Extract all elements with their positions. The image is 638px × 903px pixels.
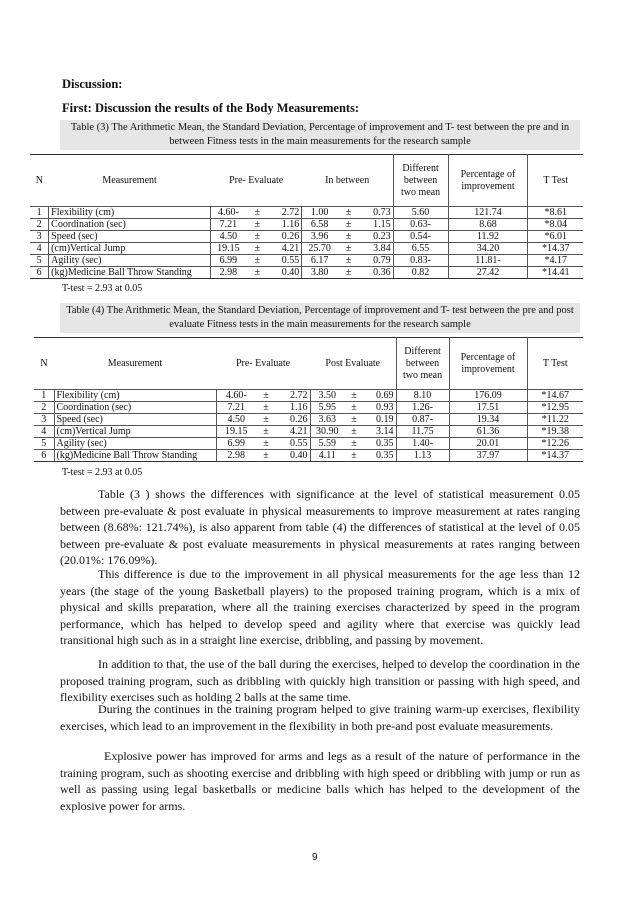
cell-diff: 0.82: [393, 267, 448, 279]
table4-note: T-test = 2.93 at 0.05: [62, 467, 143, 478]
cell-n: 6: [30, 267, 49, 279]
cell-n: 1: [34, 390, 54, 402]
cell-pre-m: 19.15: [211, 243, 246, 255]
cell-pct: 19.34: [449, 414, 527, 426]
cell-pm: ±: [256, 390, 276, 402]
table-row: [30, 207, 583, 219]
cell-pre-sd: 0.55: [276, 438, 310, 450]
discussion-heading: Discussion:: [62, 77, 123, 91]
cell-pre-m: 4.50: [211, 231, 246, 243]
table-row: [30, 243, 583, 255]
cell-s-m: 3.80: [302, 267, 337, 279]
cell-pm2: ±: [344, 450, 364, 462]
cell-t: *11.22: [527, 414, 583, 426]
cell-s-m: 3.50: [310, 390, 344, 402]
cell-s-sd: 0.23: [360, 231, 393, 243]
t3-header-diff: Different between two mean: [393, 155, 448, 207]
table3-note: T-test = 2.93 at 0.05: [62, 283, 143, 294]
cell-pct: 11.81-: [448, 255, 528, 267]
cell-s-sd: 1.15: [360, 219, 393, 231]
table-row: [34, 390, 583, 402]
table4: [34, 337, 583, 462]
paragraph: In addition to that, the use of the ball during the exercises, helped to develop the coordination in the proposed training program, such as dribbling with quickly high transition or passing with high speed, and flexibility exercises such as holding 2 balls at the same time.: [60, 657, 580, 704]
cell-pre-sd: 1.16: [269, 219, 302, 231]
cell-pre-sd: 0.26: [276, 414, 310, 426]
cell-pre-m: 4.60-: [211, 207, 246, 219]
cell-n: 3: [30, 231, 49, 243]
t4-header-diff: Different between two mean: [396, 338, 449, 390]
cell-pm2: ±: [344, 414, 364, 426]
cell-diff: 1.40-: [396, 438, 449, 450]
cell-t: *8.61: [528, 207, 583, 219]
cell-pre-m: 6.99: [211, 255, 246, 267]
cell-diff: 0.83-: [393, 255, 448, 267]
cell-t: *4.17: [528, 255, 583, 267]
table-row: [30, 255, 583, 267]
cell-pre-m: 4.60-: [216, 390, 256, 402]
cell-name: (cm)Vertical Jump: [49, 243, 211, 255]
cell-n: 1: [30, 207, 49, 219]
cell-pm: ±: [256, 426, 276, 438]
cell-name: Flexibility (cm): [49, 207, 211, 219]
cell-pre-m: 6.99: [216, 438, 256, 450]
cell-n: 3: [34, 414, 54, 426]
cell-name: (kg)Medicine Ball Throw Standing: [49, 267, 211, 279]
cell-pre-m: 2.98: [211, 267, 246, 279]
cell-t: *14.37: [527, 450, 583, 462]
cell-diff: 8.10: [396, 390, 449, 402]
cell-pre-sd: 4.21: [276, 426, 310, 438]
cell-diff: 0.54-: [393, 231, 448, 243]
table-row: [34, 450, 583, 462]
cell-n: 4: [34, 426, 54, 438]
cell-t: *19.38: [527, 426, 583, 438]
cell-n: 6: [34, 450, 54, 462]
cell-s-sd: 0.93: [364, 402, 396, 414]
cell-t: *14.41: [528, 267, 583, 279]
t4-header-measurement: Measurement: [107, 357, 163, 369]
t3-header-second: In between: [325, 174, 370, 186]
cell-pm: ±: [246, 219, 269, 231]
cell-pct: 61.36: [449, 426, 527, 438]
cell-diff: 6.55: [393, 243, 448, 255]
cell-s-sd: 3.84: [360, 243, 393, 255]
cell-s-m: 4.11: [310, 450, 344, 462]
cell-s-m: 30.90: [310, 426, 344, 438]
cell-n: 2: [30, 219, 49, 231]
cell-pct: 17.51: [449, 402, 527, 414]
cell-pre-m: 7.21: [216, 402, 256, 414]
table-row: [34, 438, 583, 450]
t3-header-t: T Test: [528, 155, 583, 207]
cell-n: 2: [34, 402, 54, 414]
t3-header-pre: Pre- Evaluate: [229, 174, 284, 186]
paragraph: Table (3 ) shows the differences with significance at the level of statistical measurement 0.05 between pre-evaluate & post evaluate in physical measurements to improve measurement at rates ranging between (8.68%: 121.74%), is also apparent from table (4) the differences of statistical at the level of 0.05 between pre-evaluate & post evaluate measurements in physical measurements at rates ranging between (20.01%: 176.09%).: [60, 487, 580, 567]
cell-t: *14.37: [528, 243, 583, 255]
cell-pct: 27.42: [448, 267, 528, 279]
cell-pm2: ±: [337, 207, 360, 219]
cell-pre-sd: 2.72: [276, 390, 310, 402]
page-number: 9: [312, 852, 318, 863]
cell-pct: 11.92: [448, 231, 528, 243]
cell-name: Coordination (sec): [49, 219, 211, 231]
cell-name: Speed (sec): [49, 231, 211, 243]
cell-t: *12.26: [527, 438, 583, 450]
table3-caption: Table (3) The Arithmetic Mean, the Standard Deviation, Percentage of improvement and T- test between the pre and in between Fitness tests in the main measurements for the research sample: [60, 120, 580, 150]
cell-pm2: ±: [344, 426, 364, 438]
cell-pm2: ±: [337, 255, 360, 267]
cell-pm2: ±: [337, 219, 360, 231]
cell-pm: ±: [256, 438, 276, 450]
cell-s-m: 5.59: [310, 438, 344, 450]
t4-header-t: T Test: [527, 338, 583, 390]
cell-pm2: ±: [337, 243, 360, 255]
cell-pct: 176.09: [449, 390, 527, 402]
table-row: [30, 231, 583, 243]
paragraph: Explosive power has improved for arms and legs as a result of the nature of performance in the training program, such as shooting exercise and dribbling with high speed or dribbling with jump or run as well as passing using legal basketballs or medicine balls which has helped to the development of the explosive power for arms.: [60, 749, 580, 813]
cell-pm: ±: [246, 207, 269, 219]
cell-s-m: 6.58: [302, 219, 337, 231]
table-row: [30, 219, 583, 231]
cell-n: 5: [30, 255, 49, 267]
table-row: [34, 426, 583, 438]
cell-pre-sd: 0.40: [269, 267, 302, 279]
cell-name: (kg)Medicine Ball Throw Standing: [54, 450, 216, 462]
cell-name: Agility (sec): [49, 255, 211, 267]
cell-pct: 8.68: [448, 219, 528, 231]
cell-pm: ±: [246, 255, 269, 267]
cell-pm2: ±: [344, 438, 364, 450]
cell-s-sd: 0.36: [360, 267, 393, 279]
cell-s-sd: 0.79: [360, 255, 393, 267]
t4-header-n: N: [40, 357, 48, 369]
cell-pm: ±: [246, 243, 269, 255]
cell-s-m: 5.95: [310, 402, 344, 414]
cell-pm: ±: [256, 450, 276, 462]
cell-diff: 0.87-: [396, 414, 449, 426]
cell-pm2: ±: [337, 231, 360, 243]
cell-pm: ±: [256, 414, 276, 426]
cell-diff: 11.75: [396, 426, 449, 438]
cell-pre-m: 19.15: [216, 426, 256, 438]
cell-s-sd: 0.73: [360, 207, 393, 219]
t4-header-second: Post Evaluate: [325, 357, 381, 369]
cell-pre-m: 2.98: [216, 450, 256, 462]
paragraph: This difference is due to the improvement in all physical measurements for the age less than 12 years (the stage of the young Basketball players) to the proposed training program, which is a mix of physical and skills preparation, where all the training exercises characterized by speed in the program performance, which has helped to develop speed and agility where that exercise was quickly lead transitional high such as in a straight line exercise, dribbling, and passing by movement.: [60, 567, 580, 647]
cell-name: Flexibility (cm): [54, 390, 216, 402]
cell-pre-sd: 0.55: [269, 255, 302, 267]
cell-n: 5: [34, 438, 54, 450]
cell-s-m: 25.70: [302, 243, 337, 255]
cell-diff: 1.13: [396, 450, 449, 462]
paragraph: During the continues in the training program helped to give training warm-up exercises, flexibility exercises, which lead to an improvement in the flexibility in both pre-and post evaluate measurements.: [60, 702, 580, 733]
cell-s-sd: 0.69: [364, 390, 396, 402]
cell-name: (cm)Vertical Jump: [54, 426, 216, 438]
cell-pct: 20.01: [449, 438, 527, 450]
cell-s-m: 6.17: [302, 255, 337, 267]
t3-header-pct: Percentage of improvement: [448, 155, 528, 207]
t4-header-pre: Pre- Evaluate: [235, 357, 291, 369]
cell-pre-sd: 4.21: [269, 243, 302, 255]
cell-s-m: 1.00: [302, 207, 337, 219]
table-row: [30, 267, 583, 279]
cell-pct: 37.97: [449, 450, 527, 462]
cell-pre-sd: 1.16: [276, 402, 310, 414]
table4-caption: Table (4) The Arithmetic Mean, the Standard Deviation, Percentage of improvement and T- test between the pre and post evaluate Fitness tests in the main measurements for the research sample: [60, 303, 580, 333]
cell-s-sd: 0.35: [364, 438, 396, 450]
section-subheading: First: Discussion the results of the Body Measurements:: [62, 101, 360, 115]
t3-header-n: N: [35, 174, 43, 186]
cell-diff: 1.26-: [396, 402, 449, 414]
cell-pre-sd: 0.26: [269, 231, 302, 243]
cell-pm2: ±: [337, 267, 360, 279]
cell-pre-m: 7.21: [211, 219, 246, 231]
table3: [30, 154, 583, 279]
cell-pm2: ±: [344, 390, 364, 402]
cell-pm2: ±: [344, 402, 364, 414]
cell-pre-sd: 0.40: [276, 450, 310, 462]
cell-pm: ±: [246, 231, 269, 243]
cell-s-sd: 0.35: [364, 450, 396, 462]
cell-s-sd: 3.14: [364, 426, 396, 438]
cell-t: *14.67: [527, 390, 583, 402]
cell-t: *6.01: [528, 231, 583, 243]
cell-name: Coordination (sec): [54, 402, 216, 414]
cell-s-m: 3.63: [310, 414, 344, 426]
cell-t: *12.95: [527, 402, 583, 414]
cell-name: Agility (sec): [54, 438, 216, 450]
table-row: [34, 414, 583, 426]
cell-s-sd: 0.19: [364, 414, 396, 426]
cell-pct: 121.74: [448, 207, 528, 219]
t4-header-pct: Percentage of improvement: [449, 338, 527, 390]
cell-pm: ±: [256, 402, 276, 414]
table-row: [34, 402, 583, 414]
cell-n: 4: [30, 243, 49, 255]
cell-diff: 0.63-: [393, 219, 448, 231]
t3-header-measurement: Measurement: [102, 174, 157, 186]
cell-pm: ±: [246, 267, 269, 279]
cell-pre-sd: 2.72: [269, 207, 302, 219]
cell-pct: 34.20: [448, 243, 528, 255]
cell-name: Speed (sec): [54, 414, 216, 426]
cell-diff: 5.60: [393, 207, 448, 219]
cell-t: *8.04: [528, 219, 583, 231]
cell-pre-m: 4.50: [216, 414, 256, 426]
cell-s-m: 3.96: [302, 231, 337, 243]
